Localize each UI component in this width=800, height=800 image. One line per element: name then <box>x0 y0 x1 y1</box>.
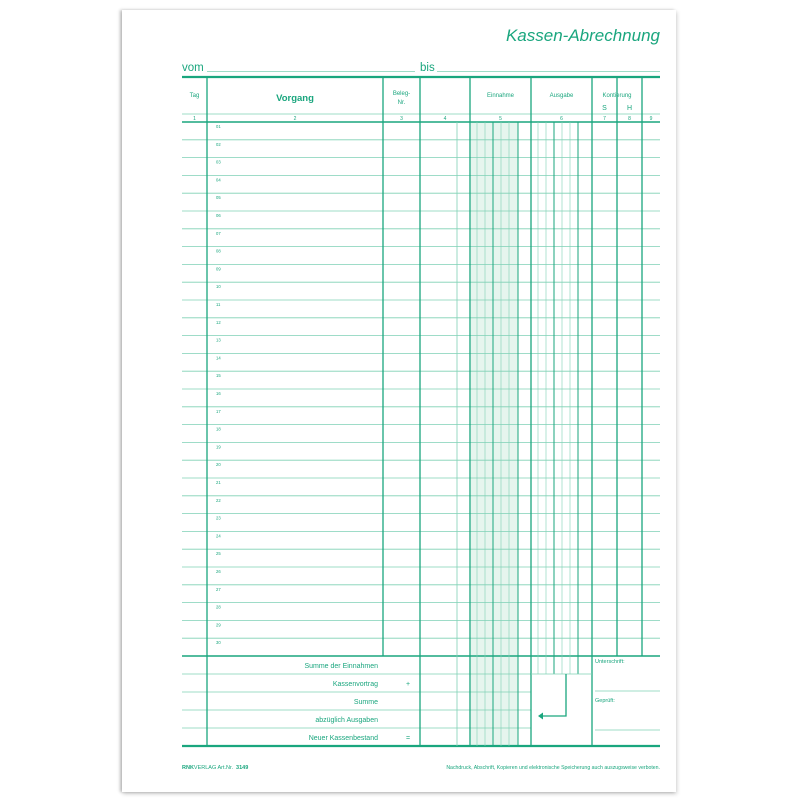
einnahme-shading <box>471 122 518 746</box>
row-number: 19 <box>216 444 221 450</box>
from-date-field[interactable] <box>207 58 415 72</box>
row-number: 12 <box>216 319 221 325</box>
row-number: 27 <box>216 586 221 592</box>
column-number: 9 <box>649 116 653 122</box>
row-number: 25 <box>216 551 221 557</box>
row-number: 14 <box>216 355 221 361</box>
row-number: 03 <box>216 159 221 165</box>
row-number: 18 <box>216 426 221 432</box>
summary-label: abzüglich Ausgaben <box>315 717 378 724</box>
to-label: bis <box>420 62 435 74</box>
to-date-field[interactable] <box>437 58 660 72</box>
carry-arrow-icon <box>541 674 566 716</box>
row-number: 28 <box>216 604 221 610</box>
col-einnahme-header: Einnahme <box>486 93 515 99</box>
row-number: 05 <box>216 195 221 201</box>
row-number: 15 <box>216 373 221 379</box>
column-numbers <box>193 116 653 122</box>
row-number: 09 <box>216 266 221 272</box>
column-number: 8 <box>628 116 631 122</box>
col-ausgabe-header: Ausgabe <box>549 93 574 99</box>
row-number: 10 <box>216 284 221 290</box>
row-number: 01 <box>216 124 221 129</box>
row-number: 23 <box>216 515 221 521</box>
row-number: 30 <box>216 640 221 646</box>
footer-publisher <box>182 765 248 771</box>
row-number: 13 <box>216 337 221 343</box>
column-number: 3 <box>400 116 403 122</box>
column-number: 2 <box>293 116 297 122</box>
summary-label: Summe <box>353 699 378 706</box>
row-number: 16 <box>216 391 221 396</box>
summary-label: Kassenvortrag <box>332 681 378 688</box>
row-number: 08 <box>216 248 221 254</box>
summary-operator: = <box>405 735 411 742</box>
row-number: 11 <box>216 302 221 307</box>
row-number: 07 <box>216 230 221 236</box>
column-number: 4 <box>443 116 447 122</box>
footer-publisher-text: VERLAG Art.Nr. <box>193 765 234 771</box>
column-number: 6 <box>560 116 563 122</box>
summary-labels <box>304 663 410 742</box>
row-number: 17 <box>216 408 221 414</box>
col-beleg-header-1: Beleg- <box>392 91 411 97</box>
row-number: 06 <box>216 213 221 218</box>
row-number: 02 <box>216 141 221 147</box>
column-number: 1 <box>193 116 196 122</box>
from-label: vom <box>182 62 204 74</box>
row-number: 04 <box>216 177 221 183</box>
arrow-head-icon <box>538 713 543 720</box>
checked-field[interactable] <box>595 705 660 729</box>
col-tag-header: Tag <box>189 93 200 99</box>
col-haben-header: H <box>626 105 633 112</box>
row-number: 20 <box>216 462 221 468</box>
row-number: 24 <box>216 533 221 539</box>
row-number: 26 <box>216 569 221 574</box>
col-beleg-header-2: Nr. <box>397 100 406 106</box>
row-number: 22 <box>216 497 221 503</box>
checked-label: Geprüft: <box>595 698 615 704</box>
summary-label: Summe der Einnahmen <box>304 663 378 670</box>
signature-field[interactable] <box>595 666 660 690</box>
column-number: 5 <box>499 116 502 122</box>
footer-notice: Nachdruck, Abschrift, Kopieren und elektronische Speicherung auch auszugsweise verboten. <box>446 765 660 771</box>
grid-lines <box>182 72 660 747</box>
row-number: 29 <box>216 622 221 628</box>
footer-brand: RNK <box>182 765 194 771</box>
col-vorgang-header: Vorgang <box>276 93 314 104</box>
row-number: 21 <box>216 480 221 485</box>
summary-label: Neuer Kassenbestand <box>308 735 378 742</box>
form-title: Kassen-Abrechnung <box>505 26 660 45</box>
footer-article-no: 3149 <box>236 765 249 771</box>
col-soll-header: S <box>602 105 607 112</box>
summary-operator: + <box>405 681 411 688</box>
column-number: 7 <box>603 116 606 122</box>
col-kontierung-header: Kontierung <box>602 93 632 99</box>
signature-label: Unterschrift: <box>595 659 625 665</box>
